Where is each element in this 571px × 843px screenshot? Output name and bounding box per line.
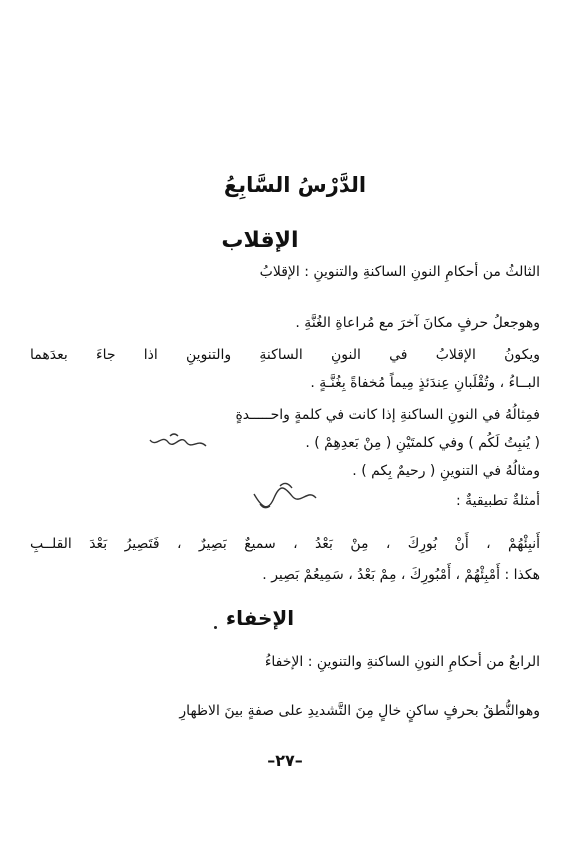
- example-line-2: ( يُنبِتُ لَكُم ) وفي كلمتَيْنِ ( مِنْ بَعدِهِمْ ) .: [305, 435, 540, 451]
- stray-mark: [214, 626, 217, 629]
- example-line-1: فمِثالُهُ في النونِ الساكنةِ إذا كانت في كلمةٍ واحـــــدةٍ: [235, 407, 540, 423]
- definition-line: وهوجعلُ حرفٍ مكانَ آخرَ مع مُراعاةِ الغُنَّةِ .: [295, 315, 540, 331]
- explanation-line-1: ويكونُ الإقلابُ في النونِ الساكنةِ والتنوينِ اذا جاءَ بعدَهما: [30, 347, 540, 363]
- lesson-heading: الدَّرْسُ السَّابِعُ: [223, 173, 367, 197]
- explanation-line-2: البــاءُ ، وتُقْلَبانِ عِندَئذٍ مِيماً مُخفاةً بِغُنَّـةٍ .: [310, 375, 540, 391]
- section-title: الإقلاب: [221, 228, 299, 253]
- page-number: –٢٧–: [267, 751, 303, 770]
- example-line-3: ومثالُهُ في التنوينِ ( رحيمٌ بِكم ) .: [352, 463, 540, 479]
- exercise-result-line: هكذا : أَمْبِئْهُمْ ، أَمْبُورِكَ ، مِمْ بَعْدُ ، سَمِيعُمْ بَصِير .: [262, 567, 540, 583]
- ikhfa-definition-line: وهوالنُّطقُ بحرفٍ ساكنٍ خالٍ مِنَ التَّشديدِ على صفةٍ بينَ الاظهارِ: [179, 703, 540, 719]
- ikhfa-intro-line: الرابعُ من أحكامِ النونِ الساكنةِ والتنوينِ : الإخفاءُ: [264, 654, 540, 670]
- intro-line: الثالثُ من أحكامِ النونِ الساكنةِ والتنوينِ : الإقلابُ: [259, 264, 540, 280]
- handwritten-scribble-2: [240, 478, 320, 514]
- handwritten-scribble: [140, 430, 210, 456]
- exercise-words-line: أَنبِئْهُمْ ، أَنْ بُورِكَ ، مِنْ بَعْدُ ، سميعٌ بَصِيرٌ ، فَتَصِيرُ بَعْدَ القلــبِ: [30, 536, 540, 552]
- exercises-label: أمثلةٌ تطبيقيةٌ :: [455, 493, 540, 509]
- ikhfa-title: الإخفاء: [225, 606, 295, 630]
